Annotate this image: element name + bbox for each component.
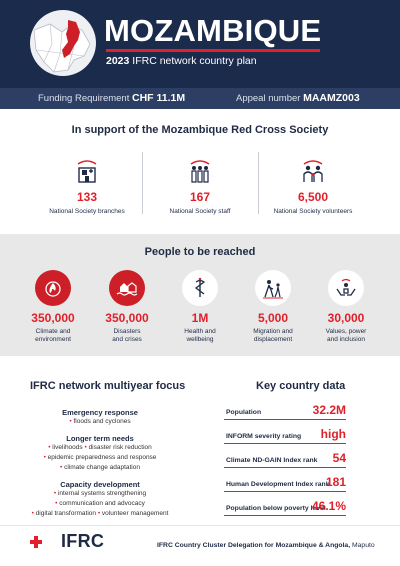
key-label: Population: [226, 409, 262, 416]
page-title: MOZAMBIQUE: [104, 13, 322, 48]
appeal-label: Appeal number: [236, 93, 301, 104]
stat-label: National Society staff: [169, 208, 231, 215]
people-label: Values, power and inclusion: [325, 328, 367, 343]
focus-item: • climate change adaptation: [60, 464, 140, 471]
focus-item: • communication and advocacy: [55, 500, 145, 507]
appeal-number: [236, 92, 360, 104]
key-row-poverty: [224, 494, 346, 516]
key-label: INFORM severity rating: [226, 433, 302, 440]
focus-heading-longer: Longer term needs: [66, 434, 134, 443]
funding-req-label: Funding Requirement: [38, 93, 130, 104]
key-label: Climate ND-GAIN Index rank: [226, 457, 318, 464]
disaster-flood-icon: [109, 270, 145, 306]
key-value: 54: [332, 451, 346, 465]
funding-req-value: CHF 11.1M: [132, 92, 186, 104]
people-item-health: [163, 270, 237, 344]
ifrc-logo: [30, 531, 104, 552]
funding-requirement: [38, 92, 185, 104]
footer-divider: [0, 525, 400, 526]
focus-item: • epidemic preparedness and response: [43, 454, 157, 461]
title-underline: [106, 49, 320, 52]
key-value: 46.1%: [311, 499, 346, 513]
footer-delegation: [157, 542, 375, 549]
people-value: 30,000: [327, 311, 365, 325]
stat-volunteers: [250, 150, 376, 215]
people-value: 350,000: [105, 311, 149, 325]
people-item-climate: [16, 270, 90, 344]
delegation-city: Maputo: [351, 542, 375, 549]
key-row-ndgain: [224, 446, 346, 468]
migration-icon: [255, 270, 291, 306]
staff-people-icon: [137, 150, 263, 186]
plan-label: IFRC network country plan: [132, 55, 257, 67]
stat-value: 167: [189, 190, 211, 204]
people-title: People to be reached: [144, 246, 256, 258]
stat-label: National Society branches: [49, 208, 125, 215]
people-label: Health and wellbeing: [184, 328, 216, 343]
country-map-icon: [30, 10, 96, 76]
people-section: [0, 234, 400, 356]
focus-list: [0, 404, 200, 519]
people-label: Migration and displacement: [253, 328, 293, 343]
focus-item: • floods and cyclones: [69, 418, 131, 425]
support-title: In support of the Mozambique Red Cross Society: [71, 124, 329, 136]
key-row-hdi: [224, 470, 346, 492]
focus-title: IFRC network multiyear focus: [30, 380, 186, 392]
stat-value: 6,500: [297, 190, 329, 204]
people-item-disasters: [90, 270, 164, 344]
page-subtitle: [106, 55, 257, 67]
focus-heading-capacity: Capacity development: [60, 480, 140, 489]
key-data-title: Key country data: [256, 380, 346, 392]
stat-value: 133: [76, 190, 98, 204]
people-label: Disasters and crises: [112, 328, 142, 343]
focus-heading-emergency: Emergency response: [62, 408, 138, 417]
funding-bar: [0, 88, 400, 109]
header-banner: [0, 0, 400, 88]
key-value: 181: [325, 475, 346, 489]
appeal-value: MAAMZ003: [303, 92, 360, 104]
people-label: Climate and environment: [35, 328, 71, 343]
plan-year: 2023: [106, 55, 130, 67]
red-cross-crescent-icon: [30, 532, 58, 552]
focus-item: • livelihoods • disaster risk reduction: [48, 444, 152, 451]
stat-label: National Society volunteers: [273, 208, 353, 215]
stat-staff: [137, 150, 263, 215]
climate-fire-icon: [35, 270, 71, 306]
people-value: 5,000: [257, 311, 289, 325]
focus-item: • internal systems strengthening: [53, 490, 147, 497]
inclusion-hands-icon: [328, 270, 364, 306]
key-label: Human Development Index rank: [226, 481, 330, 488]
volunteers-icon: [250, 150, 376, 186]
key-value: high: [320, 427, 346, 441]
branch-building-icon: [24, 150, 150, 186]
people-item-inclusion: [309, 270, 383, 344]
focus-item: • digital transformation • volunteer management: [31, 510, 169, 517]
health-caduceus-icon: [182, 270, 218, 306]
people-item-migration: [236, 270, 310, 344]
key-label: Population below poverty level: [226, 505, 326, 512]
key-row-inform: [224, 422, 346, 444]
delegation-name: IFRC Country Cluster Delegation for Mozambique & Angola,: [157, 542, 351, 549]
stat-branches: [24, 150, 150, 215]
key-row-population: [224, 398, 346, 420]
logo-text: IFRC: [61, 531, 105, 551]
key-value: 32.2M: [312, 403, 346, 417]
people-value: 1M: [191, 311, 209, 325]
people-value: 350,000: [31, 311, 75, 325]
